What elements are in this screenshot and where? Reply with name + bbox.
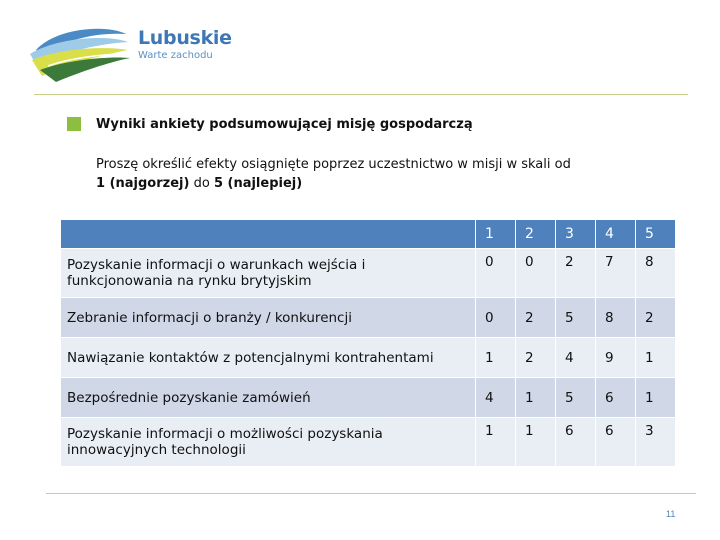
table-header-row	[61, 220, 676, 249]
heading-bullet-icon	[67, 117, 81, 131]
row-label: Pozyskanie informacji o warunkach wejścia i funkcjonowania na rynku brytyjskim	[61, 249, 476, 298]
table-row	[61, 338, 676, 378]
header-col-5: 5	[636, 220, 676, 249]
row-value: 2	[556, 249, 596, 298]
logo-name: Lubuskie	[138, 27, 232, 49]
row-value: 2	[636, 298, 676, 338]
row-value: 1	[516, 378, 556, 418]
row-value: 5	[556, 298, 596, 338]
bottom-divider	[46, 493, 696, 494]
row-value: 2	[516, 298, 556, 338]
header-blank-cell	[61, 220, 476, 249]
scale-high: 5 (najlepiej)	[213, 176, 303, 191]
table-row	[61, 378, 676, 418]
page-number: 11	[666, 509, 676, 519]
row-value: 9	[596, 338, 636, 378]
row-label: Zebranie informacji o branży / konkurencji	[61, 298, 476, 338]
row-value: 6	[596, 378, 636, 418]
row-value: 6	[596, 418, 636, 467]
row-value: 5	[556, 378, 596, 418]
table-row	[61, 298, 676, 338]
row-value: 1	[636, 378, 676, 418]
header-col-4: 4	[596, 220, 636, 249]
row-value: 4	[476, 378, 516, 418]
header-col-3: 3	[556, 220, 596, 249]
row-value: 8	[596, 298, 636, 338]
logo-tagline: Warte zachodu	[138, 50, 213, 61]
row-value: 4	[556, 338, 596, 378]
row-value: 0	[476, 249, 516, 298]
results-table	[60, 219, 676, 467]
header-col-2: 2	[516, 220, 556, 249]
row-value: 1	[516, 418, 556, 467]
row-label: Nawiązanie kontaktów z potencjalnymi kontrahentami	[61, 338, 476, 378]
header-col-1: 1	[476, 220, 516, 249]
row-value: 1	[636, 338, 676, 378]
scale-connector: do	[193, 176, 210, 191]
row-value: 6	[556, 418, 596, 467]
row-value: 1	[476, 418, 516, 467]
table-row	[61, 418, 676, 467]
instruction-text: Proszę określić efekty osiągnięte poprzez uczestnictwo w misji w skali od	[96, 157, 571, 172]
row-value: 1	[476, 338, 516, 378]
row-value: 0	[476, 298, 516, 338]
row-value: 7	[596, 249, 636, 298]
table-row	[61, 249, 676, 298]
survey-instruction	[96, 155, 656, 193]
row-value: 3	[636, 418, 676, 467]
row-label: Pozyskanie informacji o możliwości pozyskania innowacyjnych technologii	[61, 418, 476, 467]
row-value: 2	[516, 338, 556, 378]
row-value: 8	[636, 249, 676, 298]
row-value: 0	[516, 249, 556, 298]
top-divider	[34, 94, 688, 95]
slide-title: Wyniki ankiety podsumowującej misję gospodarczą	[96, 117, 473, 132]
scale-low: 1 (najgorzej)	[96, 176, 190, 191]
row-label: Bezpośrednie pozyskanie zamówień	[61, 378, 476, 418]
